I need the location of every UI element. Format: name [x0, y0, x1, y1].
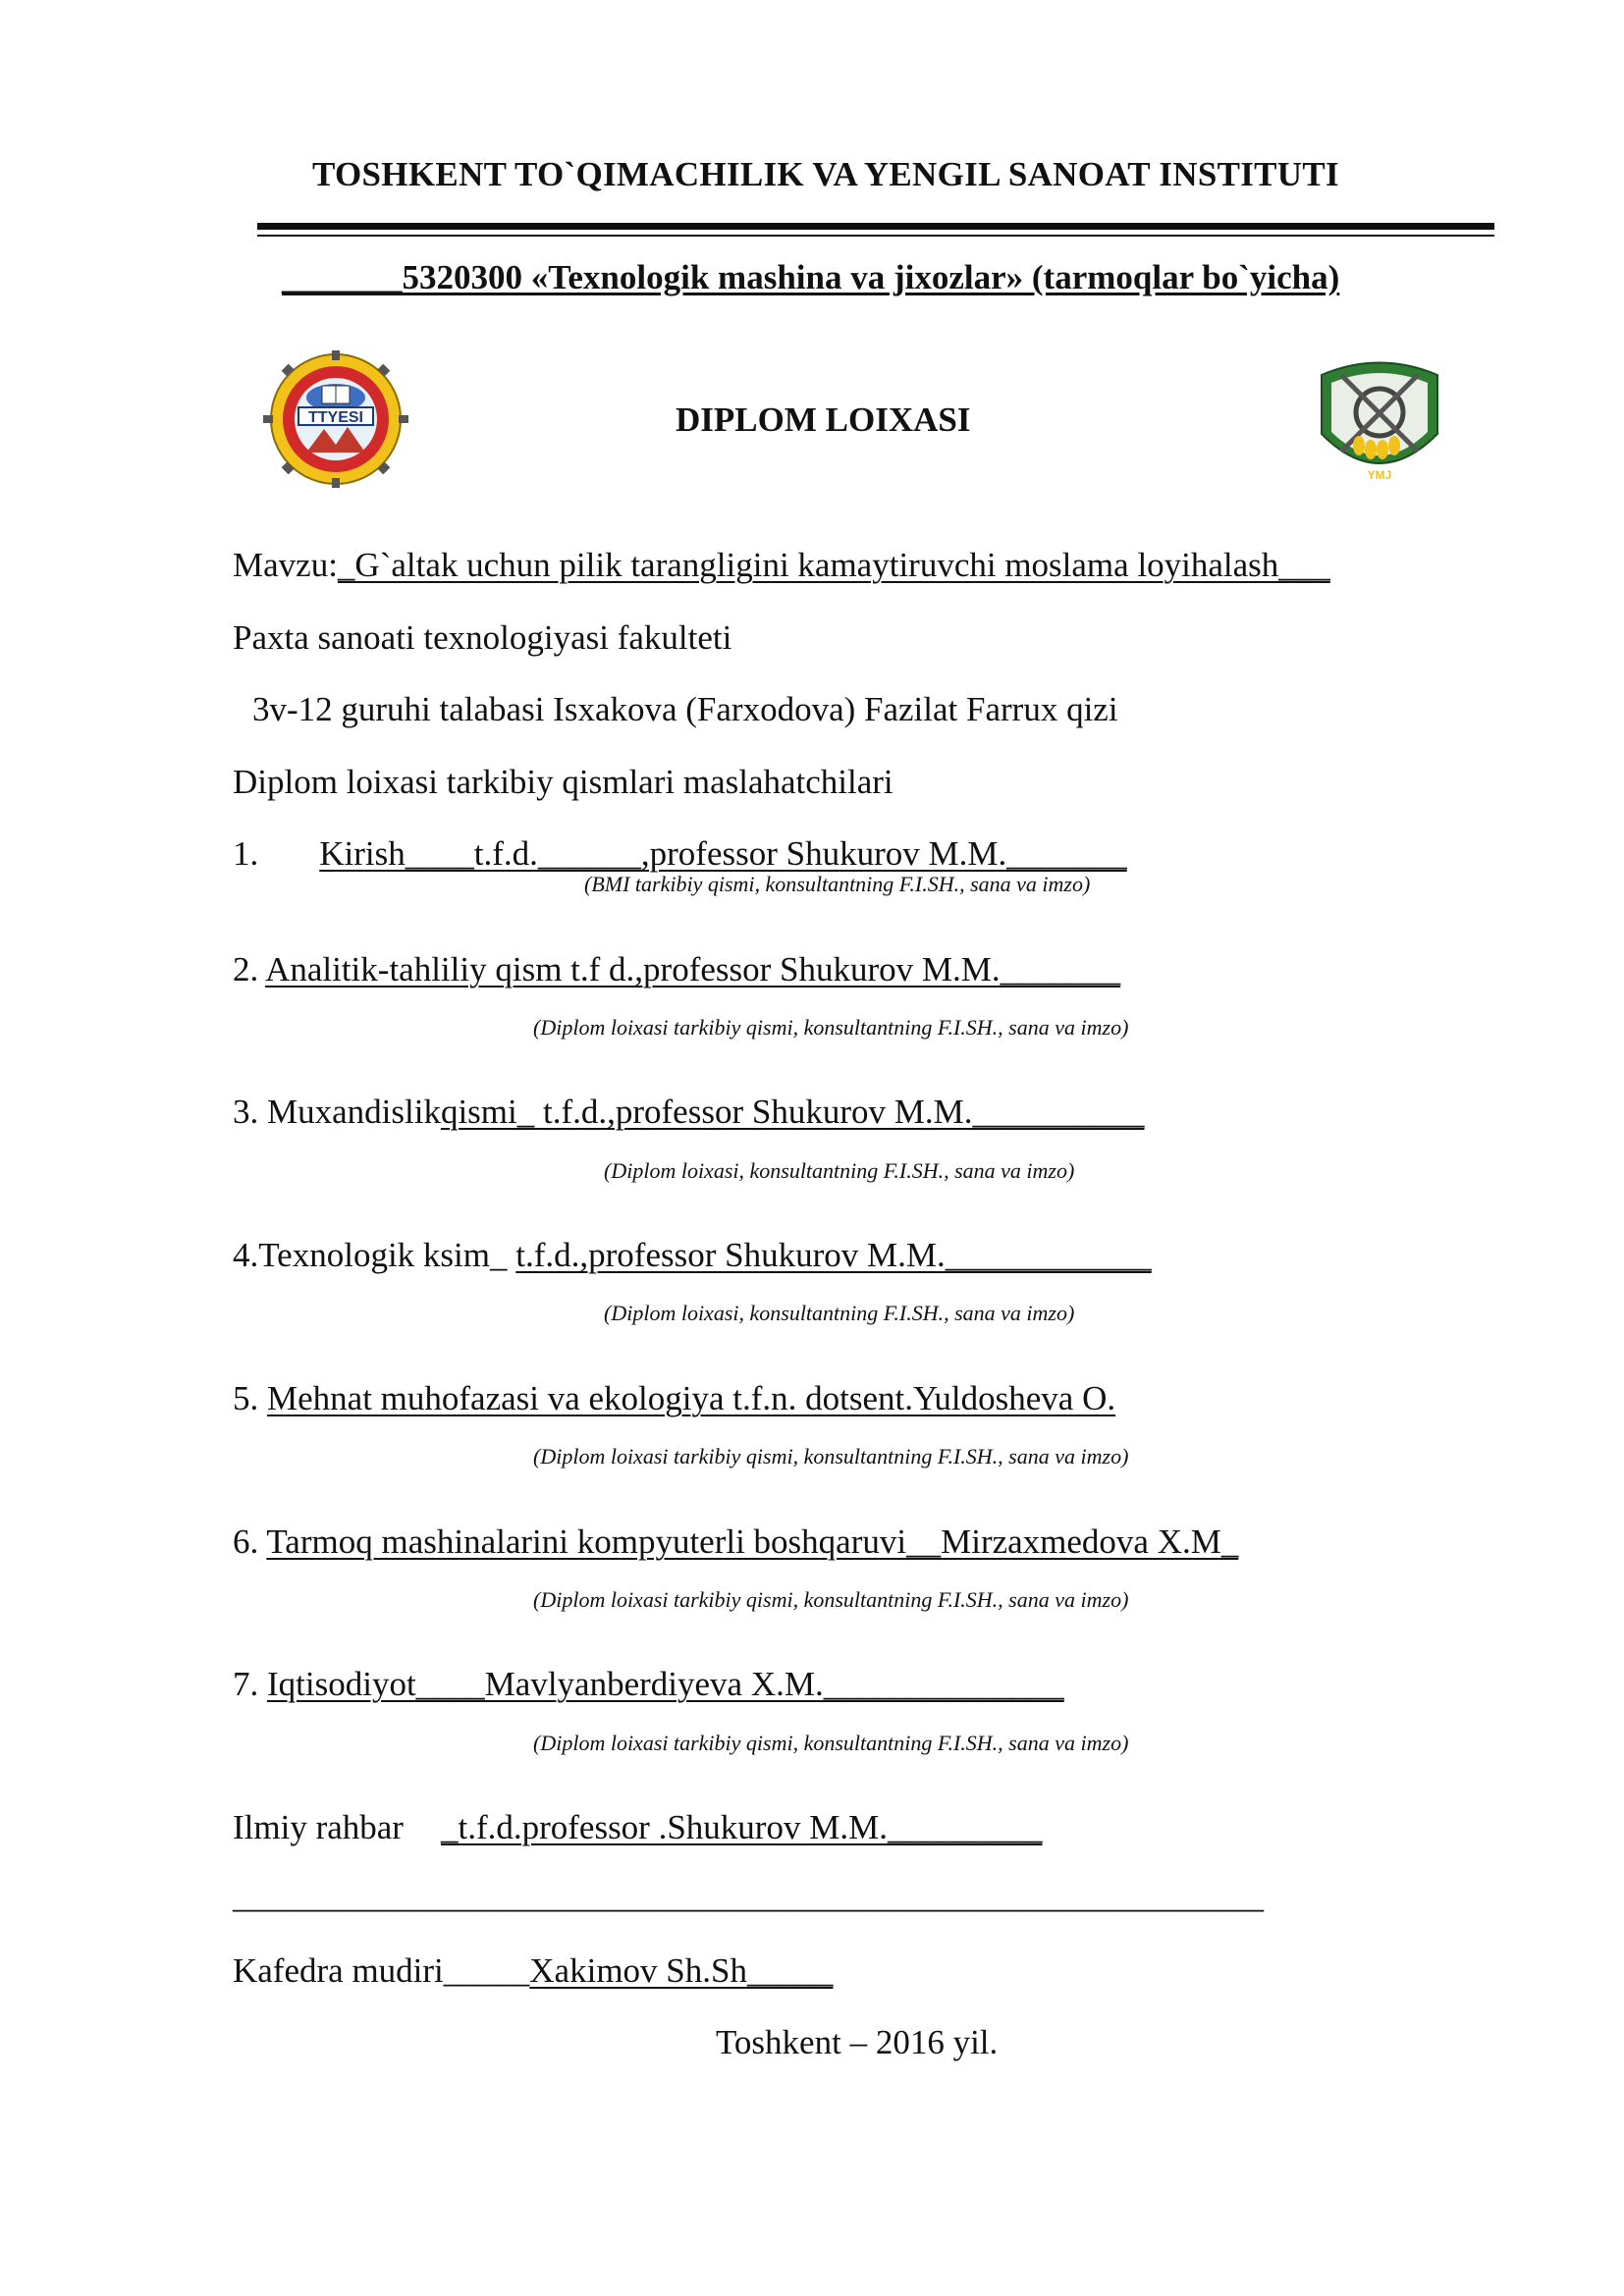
- consultant-text: Tarmoq mashinalarini kompyuterli boshqaruvi__Mirzaxmedova X.M_: [266, 1522, 1239, 1561]
- consultant-item: [233, 1093, 1144, 1132]
- topic-line: [233, 546, 1330, 585]
- consultant-text: Texnologik ksim_: [258, 1236, 508, 1274]
- consultant-caption: (Diplom loixasi tarkibiy qismi, konsultantning F.I.SH., sana va imzo): [533, 1731, 1129, 1755]
- consultant-text: Iqtisodiyot____Mavlyanberdiyeva X.M.______________: [267, 1665, 1064, 1703]
- consultants-heading: Diplom loixasi tarkibiy qismlari maslahatchilari: [233, 763, 893, 801]
- institute-logo-right: [1302, 355, 1457, 491]
- topic-label: Mavzu:: [233, 546, 338, 584]
- consultant-caption: (Diplom loixasi tarkibiy qismi, konsultantning F.I.SH., sana va imzo): [533, 1444, 1129, 1468]
- logo-right-text: YMJ: [1367, 468, 1392, 482]
- header-rule-thick: [257, 223, 1494, 230]
- document-title: DIPLOM LOIXASI: [676, 400, 971, 439]
- department-head-value: Xakimov Sh.Sh_____: [529, 1951, 834, 1990]
- consultant-caption: (Diplom loixasi, konsultantning F.I.SH., sana va imzo): [604, 1158, 1075, 1183]
- consultant-item: [233, 1522, 1238, 1562]
- consultant-item: [233, 1665, 1064, 1704]
- consultant-number: 4.: [233, 1236, 259, 1274]
- consultant-item: [233, 950, 1120, 989]
- consultant-text-underlined: qismi_ t.f.d.,professor Shukurov M.M.__________: [440, 1093, 1145, 1131]
- department-head-line: [233, 1951, 833, 1991]
- consultant-number: 6.: [233, 1522, 259, 1561]
- consultant-number: 2.: [233, 950, 259, 988]
- logo-left-text: TTYESI: [307, 409, 364, 426]
- supervisor-label: Ilmiy rahbar: [233, 1808, 404, 1846]
- institute-name: TOSHKENT TO`QIMACHILIK VA YENGIL SANOAT INSTITUTI: [312, 155, 1339, 193]
- consultant-item: [233, 1379, 1115, 1418]
- header-rule-thin: [257, 235, 1494, 237]
- consultant-text: Mehnat muhofazasi va ekologiya t.f.n. dotsent.Yuldosheva O.: [267, 1379, 1116, 1417]
- blank-signature-line: ____________________________________________________________: [233, 1877, 1264, 1915]
- supervisor-value: _t.f.d.professor .Shukurov M.M._________: [440, 1808, 1043, 1846]
- consultant-number: 1.: [233, 834, 259, 873]
- specialty-line: _______5320300 «Texnologik mashina va jixozlar» (tarmoqlar bo`yicha): [282, 258, 1340, 296]
- student-line: 3v-12 guruhi talabasi Isxakova (Farxodova) Fazilat Farrux qizi: [252, 690, 1118, 728]
- consultant-text: Analitik-tahliliy qism t.f d.,professor Shukurov M.M._______: [265, 950, 1121, 988]
- consultant-caption: (Diplom loixasi tarkibiy qismi, konsultantning F.I.SH., sana va imzo): [533, 1587, 1129, 1612]
- consultant-number: 7.: [233, 1665, 259, 1703]
- consultant-caption: (BMI tarkibiy qismi, konsultantning F.I.SH., sana va imzo): [584, 872, 1091, 896]
- consultant-caption: (Diplom loixasi, konsultantning F.I.SH., sana va imzo): [604, 1301, 1075, 1325]
- topic-value: _G`altak uchun pilik tarangligini kamaytiruvchi moslama loyihalash___: [337, 546, 1330, 584]
- consultant-number: 3.: [233, 1093, 259, 1131]
- consultant-item: [233, 834, 1127, 874]
- department-head-label: Kafedra mudiri_____: [233, 1951, 530, 1990]
- supervisor-line: [233, 1808, 1042, 1847]
- consultant-text: Kirish____t.f.d.______,professor Shukurov M.M._______: [319, 834, 1127, 873]
- consultant-text-underlined: t.f.d.,professor Shukurov M.M.____________: [515, 1236, 1152, 1274]
- institute-logo-left: [263, 350, 408, 488]
- consultant-item: [233, 1236, 1152, 1275]
- consultant-number: 5.: [233, 1379, 259, 1417]
- consultant-text: Muxandislik: [267, 1093, 441, 1131]
- faculty-line: Paxta sanoati texnologiyasi fakulteti: [233, 618, 732, 657]
- consultant-caption: (Diplom loixasi tarkibiy qismi, konsultantning F.I.SH., sana va imzo): [533, 1015, 1129, 1040]
- city-year: Toshkent – 2016 yil.: [716, 2023, 999, 2061]
